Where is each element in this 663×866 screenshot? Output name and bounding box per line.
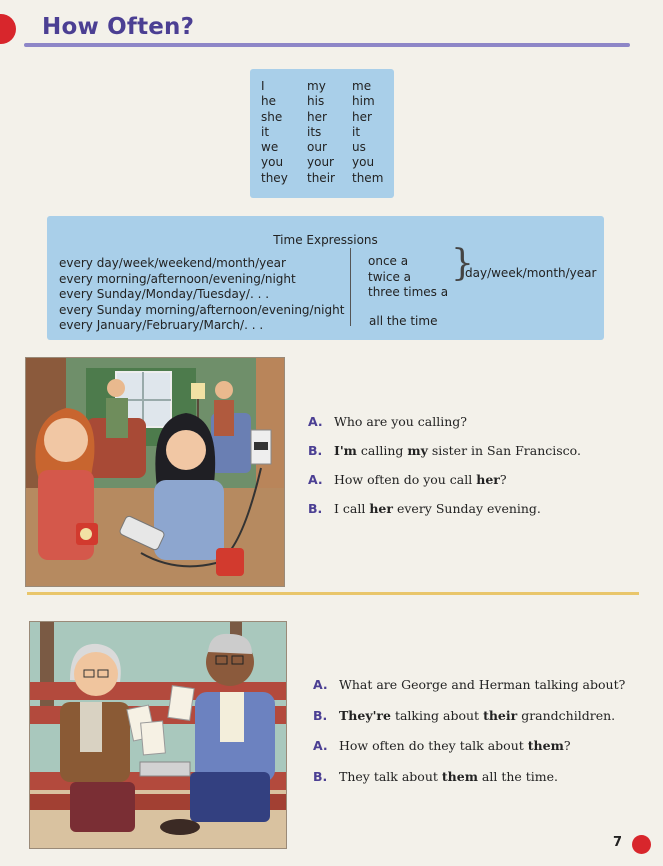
dialog-text: ? [563, 738, 571, 753]
list-item: you [261, 155, 284, 170]
dialog-line [308, 443, 581, 472]
list-item: you [352, 155, 375, 170]
list-item: him [352, 94, 375, 109]
dialog-line [313, 738, 625, 769]
list-item: us [352, 140, 366, 155]
list-item: his [307, 94, 325, 109]
dialog-text: grandchildren. [517, 707, 616, 723]
speaker-label: A. [308, 414, 323, 429]
dialog-text: all the time. [477, 768, 559, 784]
emphasized-text: their [483, 707, 518, 723]
column-divider [350, 248, 351, 326]
list-item: every January/February/March/. . . [59, 318, 264, 332]
emphasized-text: them [527, 738, 564, 753]
speaker-label: A. [313, 677, 328, 692]
every-expressions-list [59, 256, 344, 334]
emphasized-text: her [369, 501, 393, 516]
period-label: day/week/month/year [465, 266, 597, 280]
dialog-text: ? [499, 472, 507, 487]
page-number-dot [632, 835, 651, 854]
list-item: me [352, 79, 372, 93]
dialog-2 [313, 677, 625, 799]
dialog-line [308, 501, 581, 530]
grandfathers-bench-illustration [29, 621, 287, 849]
speaker-label: A. [313, 738, 328, 753]
list-item: her [307, 109, 327, 124]
speaker-label: B. [313, 707, 328, 723]
frequency-list [368, 254, 448, 301]
list-item: them [352, 170, 384, 185]
pronoun-table [250, 69, 394, 198]
page-title: How Often? [42, 14, 195, 40]
list-item: my [307, 79, 326, 93]
time-expressions-title: Time Expressions [273, 233, 378, 247]
speaker-label: B. [308, 501, 323, 516]
page-number: 7 [613, 835, 623, 850]
subject-pronouns-column [261, 79, 288, 186]
dialog-text: calling [356, 443, 408, 458]
title-bullet [0, 14, 16, 44]
dialog-line [313, 708, 625, 739]
list-item: three times a [368, 285, 449, 299]
list-item: every Sunday morning/afternoon/evening/night [59, 302, 345, 317]
dialog-text: I call [334, 501, 370, 516]
dialog-line [313, 677, 625, 708]
object-pronouns-column [352, 79, 383, 186]
list-item: twice a [368, 269, 412, 284]
list-item: she [261, 109, 283, 124]
dialog-text: How often do you call [334, 472, 477, 487]
dialog-text: What are George and Herman talking about? [339, 677, 626, 692]
dialog-text: sister in San Francisco. [427, 443, 581, 458]
speaker-label: A. [308, 472, 323, 487]
list-item: its [307, 124, 322, 139]
speaker-label: B. [308, 443, 323, 458]
dialog-1 [308, 414, 581, 530]
list-item: every Sunday/Monday/Tuesday/. . . [59, 287, 270, 301]
list-item: they [261, 170, 288, 185]
list-item: I [261, 79, 265, 93]
all-the-time-label: all the time [369, 314, 438, 328]
dialog-text: Who are you calling? [334, 414, 468, 429]
dialog-line [308, 472, 581, 501]
right-brace-icon: } [451, 243, 474, 284]
section-divider [27, 592, 639, 595]
emphasized-text: them [441, 768, 478, 784]
list-item: we [261, 140, 279, 155]
dialog-line [313, 769, 625, 800]
list-item: every day/week/weekend/month/year [59, 256, 286, 270]
possessive-adjectives-column [307, 79, 335, 186]
dialog-text: every Sunday evening. [392, 501, 541, 516]
speaker-label: B. [313, 768, 328, 784]
list-item: her [352, 109, 372, 124]
time-expressions-box [47, 216, 604, 340]
phone-call-illustration [25, 357, 285, 587]
dialog-line [308, 414, 581, 443]
emphasized-text: her [476, 472, 500, 487]
list-item: their [307, 170, 335, 185]
emphasized-text: They're [339, 707, 391, 723]
dialog-text: How often do they talk about [339, 738, 528, 753]
list-item: he [261, 94, 276, 109]
dialog-text: talking about [390, 707, 484, 723]
list-item: your [307, 155, 334, 170]
list-item: our [307, 140, 327, 155]
list-item: it [352, 124, 361, 139]
title-rule [24, 43, 630, 47]
list-item: once a [368, 254, 409, 268]
emphasized-text: I'm [334, 443, 357, 458]
emphasized-text: my [407, 443, 428, 458]
dialog-text: They talk about [339, 768, 442, 784]
list-item: it [261, 124, 270, 139]
list-item: every morning/afternoon/evening/night [59, 271, 296, 286]
